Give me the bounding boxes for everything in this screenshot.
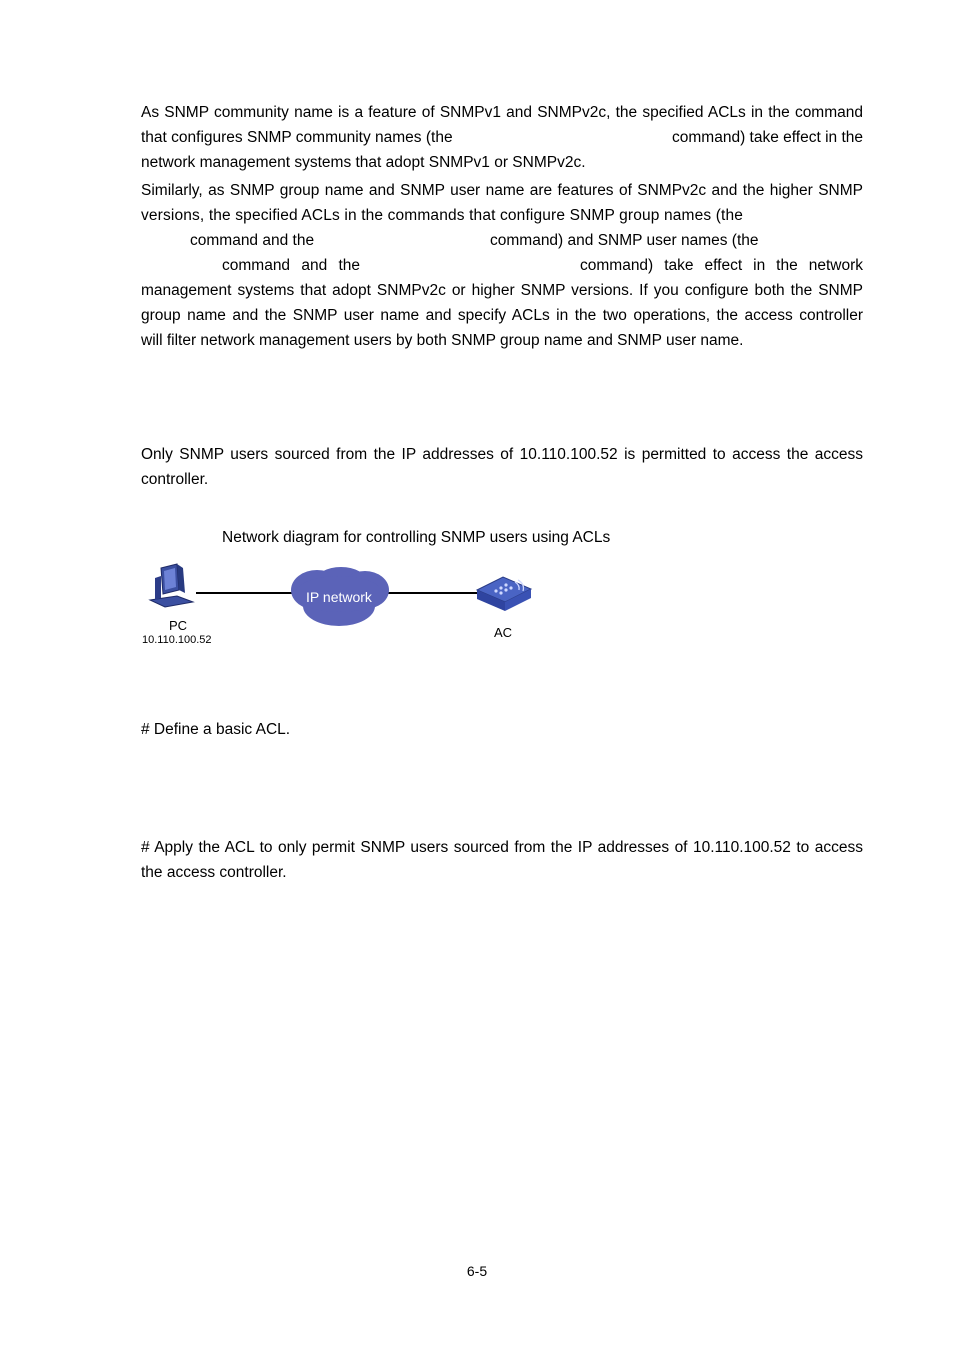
para1-line3: network management systems that adopt SNMPv1 or SNMPv2c.	[141, 154, 586, 171]
ip-network-label: IP network	[306, 589, 372, 605]
para2-line1: Similarly, as SNMP group name and SNMP user name are features of SNMPv2c and the higher SNMP	[141, 182, 863, 199]
ac-label: AC	[494, 625, 513, 640]
para2-line6: group name and the SNMP user name and specify ACLs in the two operations, the access controller	[141, 307, 863, 324]
ac-icon	[477, 577, 531, 611]
step2-line1: # Apply the ACL to only permit SNMP users sourced from the IP addresses of 10.110.100.52 to access	[141, 839, 863, 856]
step2-line2: the access controller.	[141, 864, 287, 881]
para2-line7: will filter network management users by both SNMP group name and SNMP user name.	[141, 332, 744, 349]
para2-line3-start: command and the	[190, 232, 315, 249]
step1-text: # Define a basic ACL.	[141, 721, 291, 738]
pc-ip-label: 10.110.100.52	[142, 634, 212, 646]
para1-line2-end: command) take effect in the	[672, 129, 863, 146]
page-number: 6-5	[466, 1263, 488, 1279]
para2-line4-end: command) take effect in the network	[580, 257, 863, 274]
para1-line2-start: that configures SNMP community names (the	[141, 129, 453, 146]
para2-line2: versions, the specified ACLs in the commands that configure SNMP group names (the	[141, 207, 744, 224]
para2-line4-start: command and the	[222, 257, 360, 274]
requirements-line2: controller.	[141, 471, 209, 488]
para2-line5: management systems that adopt SNMPv2c or higher SNMP versions. If you configure both the SNMP	[141, 282, 863, 299]
para2-line3-end: command) and SNMP user names (the	[490, 232, 759, 249]
para1-line1: As SNMP community name is a feature of SNMPv1 and SNMPv2c, the specified ACLs in the command	[141, 104, 863, 121]
pc-label: PC	[169, 618, 188, 633]
pc-icon	[150, 564, 193, 607]
network-diagram	[141, 560, 541, 655]
para1-line2	[141, 125, 863, 150]
requirements-line1: Only SNMP users sourced from the IP addresses of 10.110.100.52 is permitted to access the access	[141, 446, 863, 463]
figure-caption: Network diagram for controlling SNMP users using ACLs	[222, 529, 611, 546]
